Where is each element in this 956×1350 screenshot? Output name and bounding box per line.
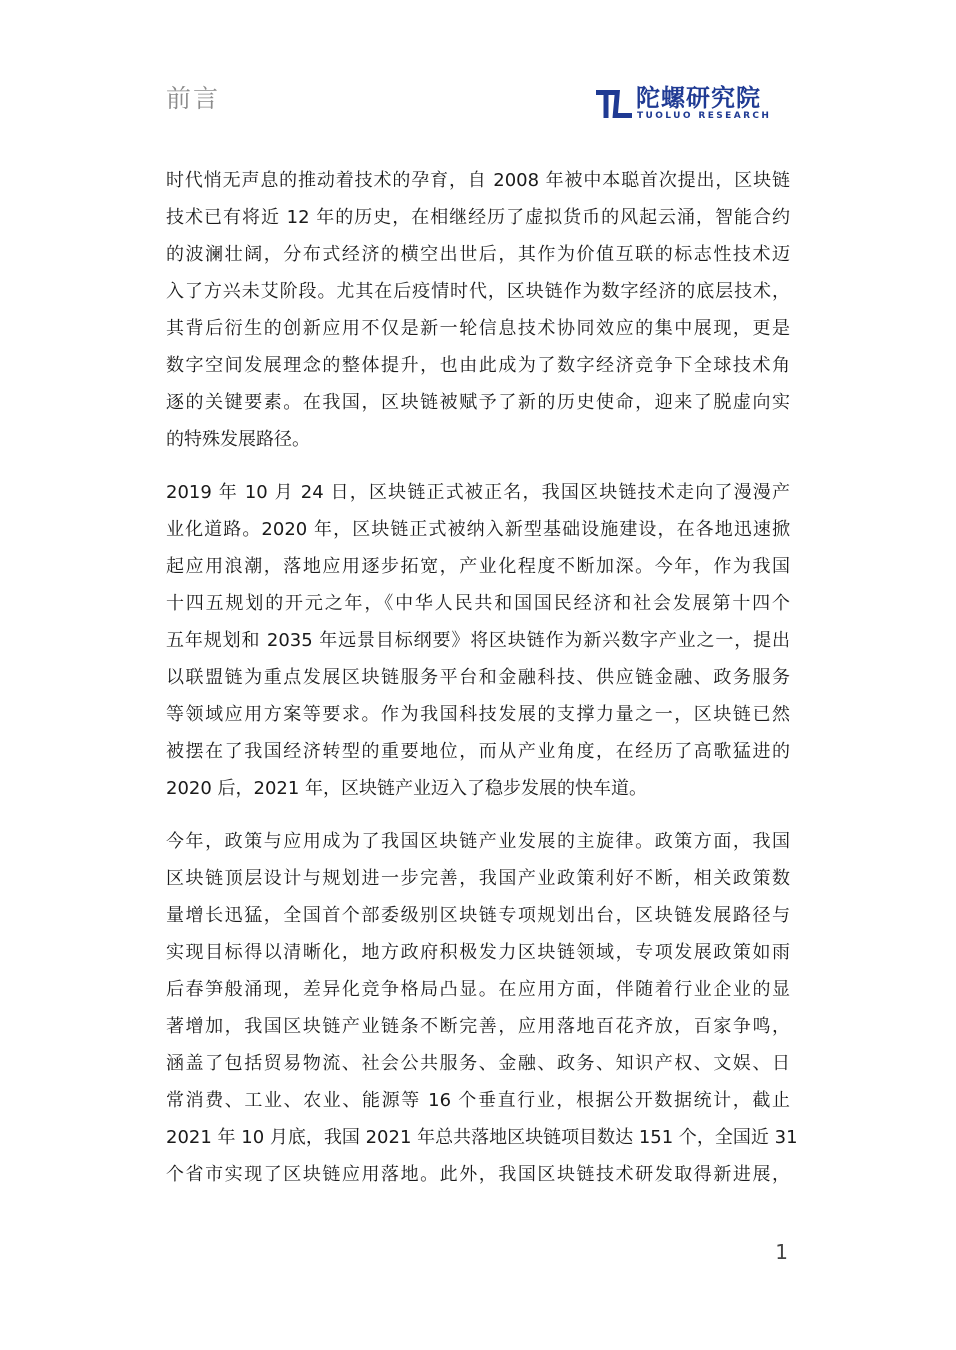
text-line: 等领域应用方案等要求。作为我国科技发展的支撑力量之一，区块链已然	[166, 704, 790, 725]
text-line: 今年，政策与应用成为了我国区块链产业发展的主旋律。政策方面，我国	[166, 831, 790, 852]
text-line: 以联盟链为重点发展区块链服务平台和金融科技、供应链金融、政务服务	[166, 667, 790, 688]
text-line: 常消费、工业、农业、能源等 16 个垂直行业，根据公开数据统计，截止	[166, 1090, 790, 1111]
text-line: 逐的关键要素。在我国，区块链被赋予了新的历史使命，迎来了脱虚向实	[166, 392, 790, 413]
paragraph-3	[166, 823, 798, 1193]
text-line: 区块链顶层设计与规划进一步完善，我国产业政策利好不断，相关政策数	[166, 868, 790, 889]
tl-logo-icon	[596, 86, 632, 122]
logo-name: 陀螺研究院	[636, 84, 761, 112]
text-line: 五年规划和 2035 年远景目标纲要》将区块链作为新兴数字产业之一，提出	[166, 630, 790, 651]
text-line: 2019 年 10 月 24 日，区块链正式被正名，我国区块链技术走向了漫漫产	[166, 482, 790, 503]
page-number: 1	[775, 1240, 788, 1264]
page-header-title: 前言	[166, 84, 221, 113]
text-line: 个省市实现了区块链应用落地。此外，我国区块链技术研发取得新进展，	[166, 1164, 790, 1185]
text-line: 2020 后，2021 年，区块链产业迈入了稳步发展的快车道。	[166, 778, 648, 799]
text-line: 量增长迅猛，全国首个部委级别区块链专项规划出台，区块链发展路径与	[166, 905, 790, 926]
paragraph-1	[166, 162, 790, 458]
text-line: 2021 年 10 月底，我国 2021 年总共落地区块链项目数达 151 个，全国近 31	[166, 1127, 798, 1148]
paragraph-2	[166, 474, 790, 807]
text-line: 著增加，我国区块链产业链条不断完善，应用落地百花齐放，百家争鸣，	[166, 1016, 790, 1037]
text-line: 时代悄无声息的推动着技术的孕育，自 2008 年被中本聪首次提出，区块链	[166, 170, 790, 191]
tuoluo-logo	[596, 86, 776, 124]
logo-subtitle: TUOLUO RESEARCH	[637, 111, 772, 121]
text-line: 数字空间发展理念的整体提升，也由此成为了数字经济竞争下全球技术角	[166, 355, 790, 376]
text-line: 十四五规划的开元之年，《中华人民共和国国民经济和社会发展第十四个	[166, 593, 790, 614]
text-line: 技术已有将近 12 年的历史，在相继经历了虚拟货币的风起云涌，智能合约	[166, 207, 790, 228]
text-line: 的波澜壮阔，分布式经济的横空出世后，其作为价值互联的标志性技术迈	[166, 244, 790, 265]
text-line: 业化道路。2020 年，区块链正式被纳入新型基础设施建设，在各地迅速掀	[166, 519, 790, 540]
text-line: 入了方兴未艾阶段。尤其在后疫情时代，区块链作为数字经济的底层技术，	[166, 281, 790, 302]
body-content	[166, 162, 798, 1209]
text-line: 涵盖了包括贸易物流、社会公共服务、金融、政务、知识产权、文娱、日	[166, 1053, 790, 1074]
text-line: 后春笋般涌现，差异化竞争格局凸显。在应用方面，伴随着行业企业的显	[166, 979, 790, 1000]
text-line: 实现目标得以清晰化，地方政府积极发力区块链领域，专项发展政策如雨	[166, 942, 790, 963]
text-line: 被摆在了我国经济转型的重要地位，而从产业角度，在经历了高歌猛进的	[166, 741, 790, 762]
text-line: 起应用浪潮，落地应用逐步拓宽，产业化程度不断加深。今年，作为我国	[166, 556, 790, 577]
text-line: 其背后衍生的创新应用不仅是新一轮信息技术协同效应的集中展现，更是	[166, 318, 790, 339]
text-line: 的特殊发展路径。	[166, 429, 310, 450]
